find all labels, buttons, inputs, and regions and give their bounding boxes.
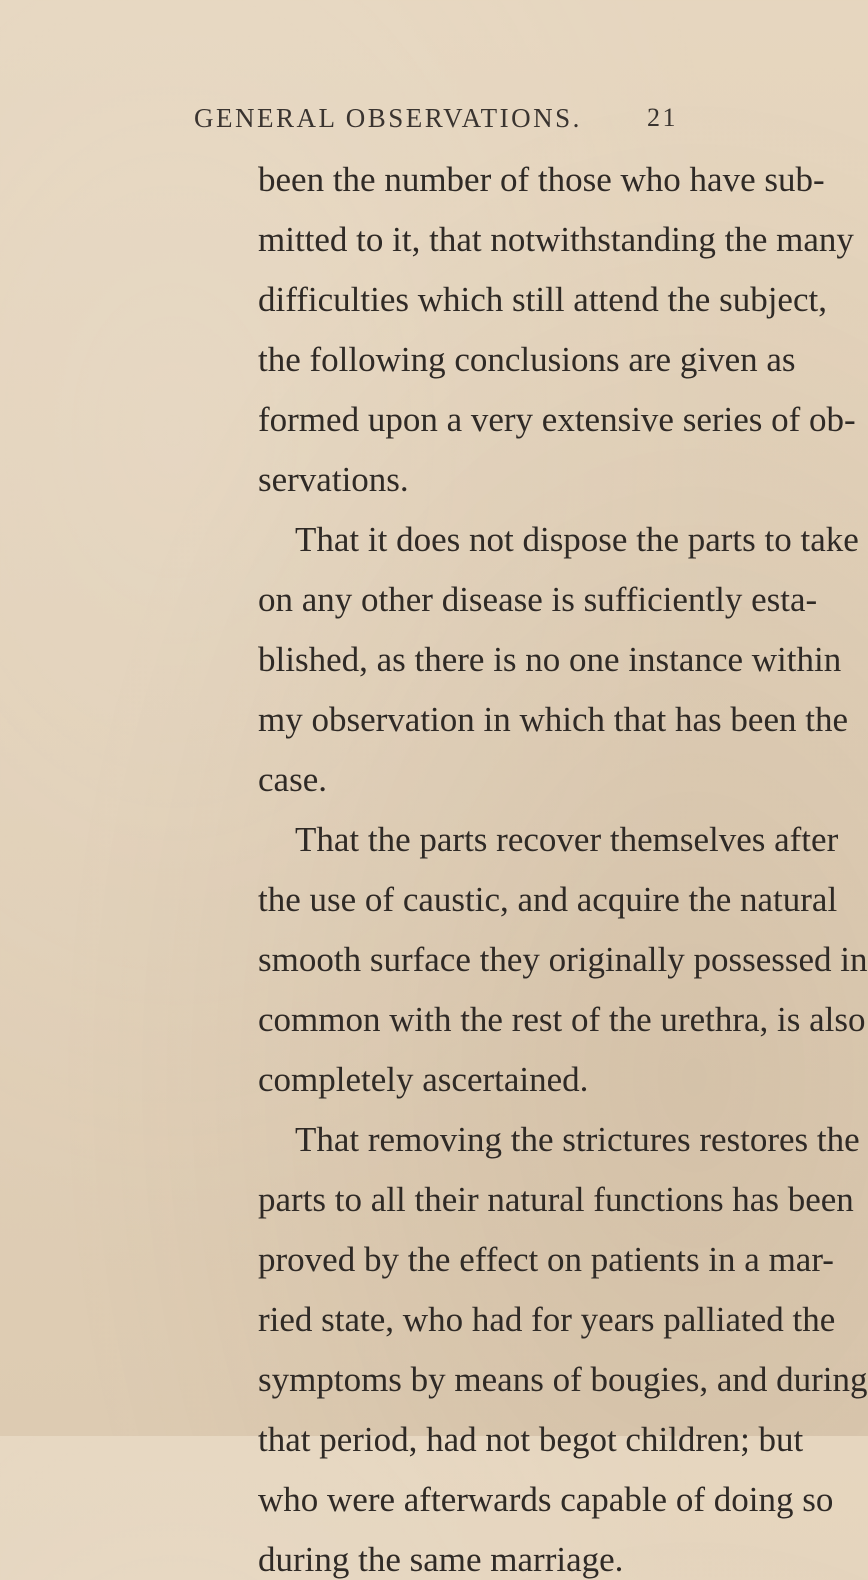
text-line: my observation in which that has been the xyxy=(258,700,848,739)
text-line: blished, as there is no one instance within xyxy=(258,640,842,679)
paragraph-first-line: That the parts recover themselves after xyxy=(295,820,839,859)
text-line: on any other disease is sufficiently esta- xyxy=(258,580,818,619)
text-line: servations. xyxy=(258,460,409,499)
text-line: the use of caustic, and acquire the natural xyxy=(258,880,838,919)
text-line: been the number of those who have sub- xyxy=(258,160,825,199)
page-number: 21 xyxy=(647,103,678,132)
text-line: difficulties which still attend the subject, xyxy=(258,280,827,319)
paragraph-first-line: That it does not dispose the parts to take xyxy=(295,520,859,559)
running-head-title: GENERAL OBSERVATIONS. xyxy=(194,103,582,133)
text-line: completely ascertained. xyxy=(258,1060,589,1099)
text-line: the following conclusions are given as xyxy=(258,340,796,379)
text-line: who were afterwards capable of doing so xyxy=(258,1480,834,1519)
running-head xyxy=(194,103,678,137)
text-line: mitted to it, that notwithstanding the many xyxy=(258,220,854,259)
text-line: symptoms by means of bougies, and during xyxy=(258,1360,868,1399)
text-line: during the same marriage. xyxy=(258,1540,624,1579)
text-line: that period, had not begot children; but xyxy=(258,1420,804,1459)
text-line: case. xyxy=(258,760,327,799)
text-line: ried state, who had for years palliated the xyxy=(258,1300,836,1339)
text-line: smooth surface they originally possessed in xyxy=(258,940,868,979)
paragraph-first-line: That removing the strictures restores the xyxy=(295,1120,860,1159)
text-line: common with the rest of the urethra, is also xyxy=(258,1000,866,1039)
text-line: proved by the effect on patients in a mar- xyxy=(258,1240,834,1279)
text-line: parts to all their natural functions has been xyxy=(258,1180,854,1219)
text-line: formed upon a very extensive series of ob- xyxy=(258,400,856,439)
